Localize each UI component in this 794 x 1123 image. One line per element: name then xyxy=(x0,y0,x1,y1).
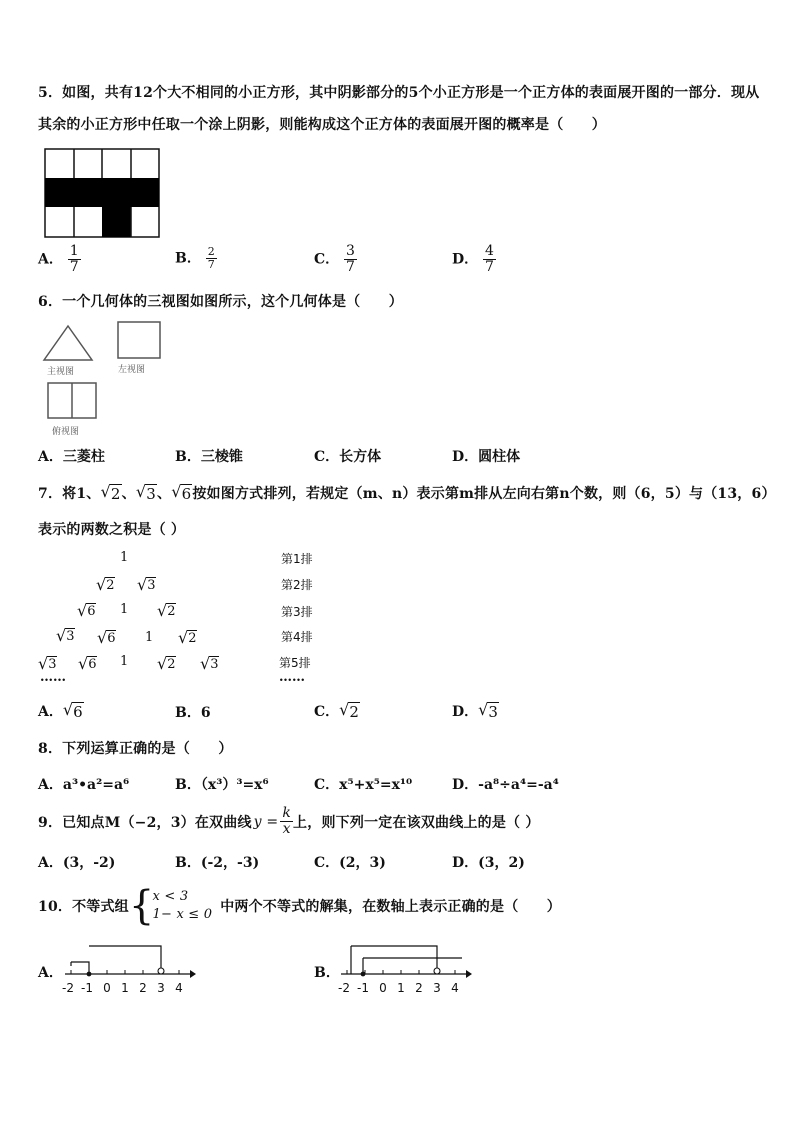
frac-num: 1 xyxy=(69,243,79,259)
option-text: （x³）³=x⁶ xyxy=(200,777,269,793)
q9-option-c xyxy=(314,852,386,872)
q9-stem xyxy=(38,806,540,837)
q7-stem-line2: 表示的两数之积是（ ） xyxy=(38,522,186,538)
tick-label: -1 xyxy=(357,981,369,995)
option-text: 6 xyxy=(200,705,211,721)
left-view-rect xyxy=(118,322,160,358)
option-label: B． xyxy=(175,777,201,793)
option-label: A． xyxy=(38,449,63,465)
option-label: A． xyxy=(38,251,63,268)
inequality-1: x < 3 xyxy=(152,889,189,904)
frac-num: 2 xyxy=(207,245,215,258)
frac-den: 7 xyxy=(346,259,355,275)
q9-option-b xyxy=(175,852,259,872)
q10-option-a-number-line xyxy=(60,940,200,1000)
option-text: 三棱锥 xyxy=(200,449,243,465)
tick-label: -2 xyxy=(338,981,350,995)
frac-num: k xyxy=(282,805,292,821)
option-text: 长方体 xyxy=(339,449,382,465)
option-text: -a⁸÷a⁴=-a⁴ xyxy=(478,777,559,793)
option-text: (2，3) xyxy=(339,855,386,871)
row-label: 第3排 xyxy=(281,605,313,619)
option-label: C． xyxy=(314,251,340,268)
radicand: 6 xyxy=(181,485,192,503)
radicand: 6 xyxy=(73,703,83,721)
option-label: C． xyxy=(314,855,340,871)
q5-option-c xyxy=(314,244,357,275)
option-label: B． xyxy=(175,250,201,267)
inequality-2: 1− x ≤ 0 xyxy=(152,907,213,922)
option-label: C． xyxy=(314,777,340,793)
option-label: A． xyxy=(38,703,63,720)
front-view-triangle xyxy=(44,326,92,360)
arrangement-row5-item: 1 xyxy=(120,654,129,669)
tick-label: 2 xyxy=(139,981,147,995)
q8-option-a xyxy=(38,774,129,794)
q8-option-b xyxy=(175,774,269,794)
arrangement-row3-item: 1 xyxy=(120,602,129,617)
q9-prefix: 9．已知点M（−2，3）在双曲线 xyxy=(38,814,252,831)
q5-stem-line1: 5．如图，共有12个大不相同的小正方形，其中阴影部分的5个小正方形是一个正方体的表面展开图的一部分．现从 xyxy=(38,85,760,101)
frac-num: 4 xyxy=(485,243,494,259)
row-label: 第5排 xyxy=(279,656,311,670)
q10-prefix: 10．不等式组 xyxy=(38,899,129,915)
option-label: D． xyxy=(452,449,479,465)
option-label: D． xyxy=(452,251,479,268)
q7-option-c: C． √ 2 xyxy=(314,700,359,721)
q7-prefix: 7．将1、 xyxy=(38,485,101,502)
q6-option-b xyxy=(175,446,243,466)
option-text: a³•a²=a⁶ xyxy=(62,777,130,793)
radicand: 3 xyxy=(488,703,498,721)
arrangement-row4-item: 1 xyxy=(145,630,154,645)
q6-option-d xyxy=(452,446,520,466)
arrangement-row5-item: √ 2 xyxy=(157,654,176,673)
option-label: D． xyxy=(452,703,479,720)
frac-den: 7 xyxy=(69,259,79,275)
option-text: x⁵+x⁵=x¹⁰ xyxy=(339,777,413,793)
option-label: A． xyxy=(38,777,63,793)
option-label: C． xyxy=(314,449,340,465)
row-label: 第2排 xyxy=(281,578,313,592)
q10-option-b-number-line xyxy=(336,940,476,1000)
q8-stem: 8．下列运算正确的是（ ） xyxy=(38,741,233,757)
q9-suffix: 上，则下列一定在该双曲线上的是（ ） xyxy=(293,814,540,831)
frac-den: x xyxy=(280,821,293,837)
arrangement-row4-item: √ 2 xyxy=(178,628,197,647)
tick-label: 4 xyxy=(175,981,183,995)
tick-label: 1 xyxy=(121,981,129,995)
q9-option-a xyxy=(38,852,115,872)
top-view-label: 俯视图 xyxy=(52,427,80,437)
q7-sep: 、 xyxy=(121,485,136,502)
q5-option-d xyxy=(452,244,496,275)
option-text: 圆柱体 xyxy=(478,449,521,465)
tick-label: 0 xyxy=(379,981,387,995)
y-equals: y = xyxy=(253,813,279,830)
q10-suffix: 中两个不等式的解集，在数轴上表示正确的是（ ） xyxy=(220,899,562,915)
arrangement-row3-item: √ 6 xyxy=(77,601,96,620)
radicand: 2 xyxy=(349,703,359,721)
tick-label: 1 xyxy=(397,981,405,995)
front-view-label: 主视图 xyxy=(47,367,75,377)
q5-option-b xyxy=(175,246,217,271)
q8-option-c xyxy=(314,774,412,794)
option-label: D． xyxy=(452,855,479,871)
q7-option-a: A． √ 6 xyxy=(38,700,83,721)
tick-label: 4 xyxy=(451,981,459,995)
q9-option-d xyxy=(452,852,525,872)
option-text: (-2，-3) xyxy=(200,855,260,871)
option-label: B． xyxy=(175,449,201,465)
row-label-ellipsis: …… xyxy=(279,670,305,685)
option-text: 三菱柱 xyxy=(62,449,105,465)
arrangement-row4-item: √ 6 xyxy=(97,628,116,647)
q6-stem: 6．一个几何体的三视图如图所示，这个几何体是（ ） xyxy=(38,294,403,310)
q6-three-views-figure xyxy=(40,320,170,440)
row-label: 第4排 xyxy=(281,630,313,644)
q7-suffix: 按如图方式排列，若规定（m、n）表示第m排从左向右第n个数，则（6，5）与（13，6） xyxy=(192,485,776,502)
q10-option-a-label: A． xyxy=(38,965,63,981)
arrangement-row5-item: √ 3 xyxy=(38,654,57,673)
arrangement-row4-item: √ 3 xyxy=(56,626,75,645)
left-view-label: 左视图 xyxy=(118,365,146,375)
frac-num: 3 xyxy=(346,243,355,259)
option-label: B． xyxy=(175,855,201,871)
tick-label: -2 xyxy=(62,981,74,995)
tick-label: 0 xyxy=(103,981,111,995)
option-text: (3，2) xyxy=(478,855,525,871)
arrangement-row1-item: 1 xyxy=(120,550,129,565)
q5-option-a xyxy=(38,244,81,275)
option-label: D． xyxy=(452,777,479,793)
option-text: (3，-2) xyxy=(62,855,116,871)
tick-label: 3 xyxy=(157,981,165,995)
tick-label: -1 xyxy=(81,981,93,995)
q6-option-c xyxy=(314,446,381,466)
arrangement-ellipsis: …… xyxy=(40,670,66,685)
q7-option-d: D． √ 3 xyxy=(452,700,498,721)
tick-label: 2 xyxy=(415,981,423,995)
radicand: 3 xyxy=(146,485,156,503)
arrangement-row2-item: √ 3 xyxy=(137,575,156,594)
arrangement-row5-item: √ 6 xyxy=(78,654,97,673)
option-label: A． xyxy=(38,855,63,871)
q10-stem: 10．不等式组 { x < 3 1− x ≤ 0 中两个不等式的解集，在数轴上表示正确的是（ ） xyxy=(38,883,562,929)
frac-den: 7 xyxy=(485,259,494,275)
q5-grid-figure xyxy=(44,148,162,240)
q6-option-a xyxy=(38,446,105,466)
row-label: 第1排 xyxy=(281,552,313,566)
q8-option-d xyxy=(452,774,559,794)
option-label: B． xyxy=(175,705,201,721)
arrangement-row3-item: √ 2 xyxy=(157,601,176,620)
q7-stem-line1: 7．将1、 √ 2 、 √ 3 、 √ 6 按如图方式排列，若规定（m、n）表示第m排从左向右第n个数，则（6，5）与（13，6） xyxy=(38,482,776,503)
tick-label: 3 xyxy=(433,981,441,995)
frac-den: 7 xyxy=(207,258,215,271)
q10-option-b-label: B． xyxy=(314,965,340,981)
q5-stem-line2: 其余的小正方形中任取一个涂上阴影，则能构成这个正方体的表面展开图的概率是（ ） xyxy=(38,117,606,133)
option-label: C． xyxy=(314,703,340,720)
radicand: 2 xyxy=(110,485,121,503)
arrangement-row5-item: √ 3 xyxy=(200,654,219,673)
q7-sep: 、 xyxy=(157,485,172,502)
q7-option-b xyxy=(175,702,211,722)
arrangement-row2-item: √ 2 xyxy=(96,575,115,594)
